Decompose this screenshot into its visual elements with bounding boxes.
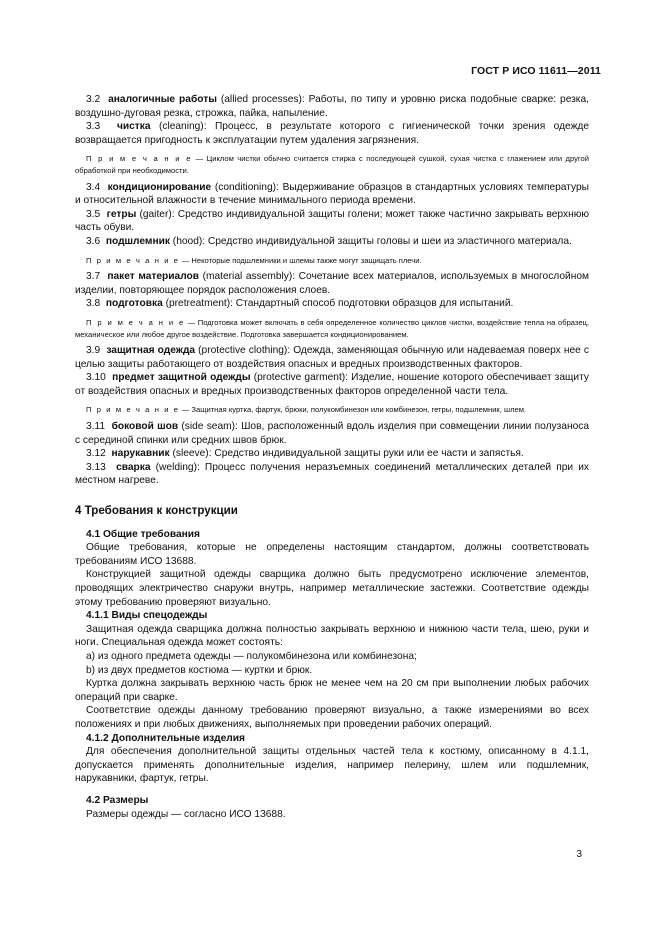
definitions-group-a — [75, 93, 589, 147]
section-4-1-1-paragraph: Соответствие одежды данному требованию проверяют визуально, а также измерениями во всех положениях и при любых движениях, выполняемых при проведении рабочих операций. — [75, 705, 589, 730]
definition-term: гетры — [106, 208, 137, 220]
definition-term: боковой шов — [111, 421, 179, 433]
definition-3-7: 3.7 пакет материалов (material assembly): Сочетание всех материалов, используемых в многослойном изделии, повторяющее порядок расположения слоев. — [75, 271, 590, 296]
note-protective-garment: П р и м е ч а н и е — Защитная куртка, фартук, брюки, полукомбинезон или комбинезон, гетры, подшлемник, шлем. — [86, 405, 527, 415]
definition-term: пакет материалов — [107, 271, 200, 283]
definition-term: подшлемник — [105, 235, 170, 247]
section-4-1-1-heading: 4.1.1 Виды спецодежды — [86, 610, 208, 622]
definition-3-8: 3.8 подготовка (pretreatment): Стандартный способ подготовки образцов для испытаний. — [86, 298, 514, 310]
standard-code: ГОСТ Р ИСО 11611—2011 — [471, 65, 601, 77]
note-cleaning: П р и м е ч а н и е — Циклом чистки обычно считается стирка с последующей сушкой, сухая чистка с глажением или другой обработкой при необходимости. — [75, 154, 589, 175]
section-4-1-2-paragraph: Для обеспечения дополнительной защиты отдельных частей тела к костюму, описанному в 4.1.1, допускается применять дополнительные изделия, например пелерину, шлем или подшлемник, нарукавники, фартук, гетры. — [75, 746, 589, 785]
definitions-group-c — [75, 270, 589, 311]
definition-3-2: 3.2 аналогичные работы (allied processes): Работы, по типу и уровню риска подобные сварке: резка, воздушно-дуговая резка, строжка, пайка, напыление. — [75, 94, 589, 119]
definition-term: подготовка — [105, 298, 163, 310]
definition-3-10: 3.10 предмет защитной одежды (protective garment): Изделие, ношение которого обеспечивает защиту от воздействия опасных и вредных производственных факторов определенной части тела. — [75, 372, 589, 397]
definitions-group-e — [75, 420, 589, 488]
note-pretreatment: П р и м е ч а н и е — Подготовка может включать в себя определенное количество циклов чистки, воздействие тепла на образец, механическое или любое другое воздействие. Подготовка завершается кондиционированием. — [75, 317, 590, 339]
definition-term: предмет защитной одежды — [112, 372, 251, 384]
definition-term: сварка — [116, 461, 151, 473]
definition-3-9: 3.9 защитная одежда (protective clothing): Одежда, заменяющая обычную или надеваемая поверх нее с целью защиты работающего от воздействия опасных и вредных производственных факторов. — [75, 345, 589, 370]
page-number: 3 — [576, 849, 582, 860]
section-4-1-1-paragraph: Куртка должна закрывать верхнюю часть брюк не менее чем на 20 см при выполнении любых рабочих операций при сварке. — [75, 678, 589, 703]
definition-3-4: 3.4 кондиционирование (conditioning): Выдерживание образцов в стандартных условиях температуры и относительной влажности в течение минимального периода времени. — [75, 181, 589, 207]
section-4-heading: 4 Требования к конструкции — [75, 504, 238, 518]
section-4-1-heading: 4.1 Общие требования — [86, 528, 200, 540]
document-body — [75, 93, 589, 821]
definition-term: кондиционирование — [107, 181, 212, 193]
section-4-1-paragraph: Общие требования, которые не определены настоящим стандартом, должны соответствовать требованиям ИСО 13688. — [75, 542, 589, 567]
list-item-a: а) из одного предмета одежды — полукомбинезона или комбинезона; — [86, 650, 417, 662]
definitions-group-b — [75, 181, 589, 249]
section-4-1-1-paragraph: Защитная одежда сварщика должна полностью закрывать верхнюю и нижнюю части тела, шею, руки и ноги. Специальная одежда может состоять: — [75, 623, 589, 649]
note-hood: П р и м е ч а н и е — Некоторые подшлемники и шлемы также могут защищать плечи. — [86, 255, 422, 265]
section-4-1-2-heading: 4.1.2 Дополнительные изделия — [86, 732, 245, 744]
definition-term: защитная одежда — [106, 345, 196, 357]
definition-3-12: 3.12 нарукавник (sleeve): Средство индивидуальной защиты руки или ее части и запястья. — [86, 448, 524, 460]
definition-3-11: 3.11 боковой шов (side seam): Шов, расположенный вдоль изделия при совмещении линии полузаноса с серединой спинки или средних швов брюк. — [75, 421, 589, 446]
definition-3-6: 3.6 подшлемник (hood): Средство индивидуальной защиты головы и шеи из эластичного материала. — [86, 235, 572, 247]
section-4-1-paragraph: Конструкцией защитной одежды сварщика должно быть предусмотрено исключение элементов, проводящих электричество снаружи внутрь, например металлические застежки. Соответствие одежды этому требованию проверяют визуально. — [75, 569, 589, 608]
section-4-2-paragraph: Размеры одежды — согласно ИСО 13688. — [86, 808, 286, 820]
section-4-2-heading: 4.2 Размеры — [86, 794, 149, 806]
definition-term: аналогичные работы — [108, 94, 217, 105]
definition-3-5: 3.5 гетры (gaiter): Средство индивидуальной защиты голени; может также частично закрывать верхнюю часть обуви. — [75, 208, 589, 234]
definition-term: чистка — [116, 121, 151, 133]
list-item-b: b) из двух предметов костюма — куртки и брюк. — [86, 664, 313, 676]
definition-3-13: 3.13 сварка (welding): Процесс получения неразъемных соединений металлических деталей при их местном нагреве. — [75, 461, 589, 487]
definition-3-3: 3.3 чистка (cleaning): Процесс, в результате которого с гигиенической точки зрения одежде возвращается пригодность к эксплуатации путем удаления загрязнения. — [75, 121, 589, 146]
definition-term: нарукавник — [111, 448, 170, 460]
definitions-group-d — [75, 344, 589, 398]
